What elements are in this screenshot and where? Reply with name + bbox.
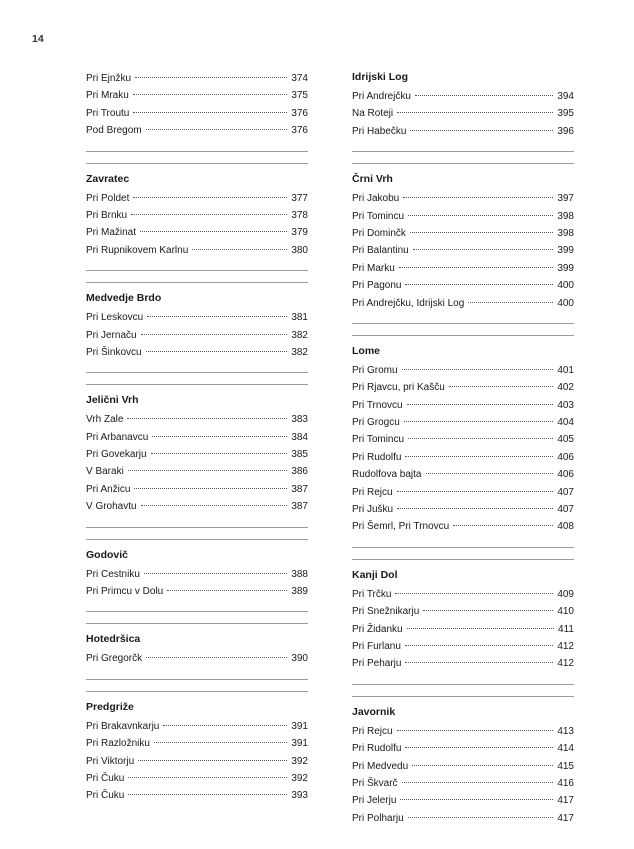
entry-page-number: 417 (557, 812, 574, 824)
toc-entry[interactable] (352, 208, 574, 225)
entry-page-number: 410 (557, 606, 574, 618)
entry-page-number: 387 (291, 501, 308, 513)
toc-entry[interactable] (352, 586, 574, 603)
entry-page-number: 396 (557, 125, 574, 137)
dot-leader (144, 573, 287, 574)
toc-entry[interactable] (86, 481, 308, 498)
entry-page-number: 379 (291, 227, 308, 239)
entry-name: Pri Trčku (352, 588, 392, 600)
toc-entry[interactable] (86, 122, 308, 139)
entry-page-number: 412 (557, 640, 574, 652)
entry-name: Pri Medvedu (352, 760, 409, 772)
entry-name: Pri Gromu (352, 364, 398, 376)
section-heading: Medvedje Brdo (86, 282, 308, 306)
toc-entry[interactable] (86, 498, 308, 515)
dot-leader (408, 817, 554, 818)
dot-leader (415, 95, 553, 96)
toc-section-medvedje-brdo (86, 282, 308, 373)
section-heading: Zavratec (86, 163, 308, 187)
entry-name: Pri Tomincu (352, 210, 405, 222)
entry-name: Na Roteji (352, 108, 394, 120)
toc-entry[interactable] (86, 463, 308, 480)
toc-entry[interactable] (352, 225, 574, 242)
toc-entry[interactable] (352, 484, 574, 501)
section-heading: Črni Vrh (352, 163, 574, 187)
entry-page-number: 411 (558, 623, 574, 635)
entry-name: Pri Škvarč (352, 777, 398, 789)
entry-page-number: 400 (557, 297, 574, 309)
dot-leader (133, 197, 287, 198)
entry-name: Pri Troutu (86, 107, 130, 119)
entry-name: Pri Rejcu (352, 725, 393, 737)
dot-leader (141, 334, 288, 335)
dot-leader (140, 231, 287, 232)
entry-page-number: 386 (291, 466, 308, 478)
entry-page-number: 382 (291, 329, 308, 341)
dot-leader (133, 94, 288, 95)
entry-page-number: 399 (557, 245, 574, 257)
dot-leader (152, 436, 287, 437)
entry-page-number: 375 (291, 90, 308, 102)
entry-name: Pri Jušku (352, 504, 394, 516)
toc-right-column (352, 70, 574, 849)
entry-page-number: 406 (557, 469, 574, 481)
toc-entry[interactable] (86, 344, 308, 361)
entry-page-number: 398 (557, 227, 574, 239)
dot-leader (128, 794, 287, 795)
dot-leader (135, 77, 287, 78)
dot-leader (397, 491, 554, 492)
dot-leader (397, 730, 554, 731)
section-heading: Godovič (86, 539, 308, 563)
entry-name: Pri Andrejčku (352, 91, 411, 102)
toc-entry[interactable] (86, 327, 308, 344)
dot-leader (410, 232, 553, 233)
toc-entry[interactable] (86, 770, 308, 787)
toc-entry[interactable] (352, 260, 574, 277)
entry-name: Pri Šinkovcu (86, 346, 142, 358)
entry-page-number: 408 (557, 521, 574, 533)
entry-name: Pri Viktorju (86, 755, 135, 767)
entry-name: Pri Andrejčku, Idrijski Log (352, 297, 465, 309)
dot-leader (453, 525, 553, 526)
entry-page-number: 389 (291, 586, 308, 598)
toc-entry[interactable] (352, 518, 574, 535)
toc-entry[interactable] (352, 792, 574, 809)
entry-page-number: 403 (557, 399, 574, 411)
entry-page-number: 395 (557, 108, 574, 120)
entry-page-number: 376 (291, 107, 308, 119)
section-heading: Kanji Dol (352, 559, 574, 583)
entry-name: Pri Balantinu (352, 245, 409, 257)
entry-page-number: 391 (291, 738, 308, 750)
toc-entry[interactable] (86, 787, 308, 804)
toc-entry[interactable] (86, 190, 308, 207)
section-heading: Predgriže (86, 691, 308, 715)
toc-entry[interactable] (86, 753, 308, 770)
toc-entry[interactable] (352, 295, 574, 312)
entry-page-number: 376 (291, 125, 308, 137)
dot-leader (405, 747, 553, 748)
entry-name: Pri Brnku (86, 209, 128, 221)
entry-name: Pri Marku (352, 262, 395, 274)
dot-leader (468, 302, 553, 303)
toc-entry[interactable] (352, 603, 574, 620)
dot-leader (146, 657, 287, 658)
entry-name: Pri Dominčk (352, 227, 406, 239)
entry-page-number: 390 (291, 653, 308, 665)
toc-entry[interactable] (352, 758, 574, 775)
entry-page-number: 416 (557, 777, 574, 789)
entry-name: Pri Anžicu (86, 483, 131, 495)
dot-leader (405, 662, 553, 663)
entry-name: Pri Mraku (86, 90, 129, 102)
entry-name: Pri Rejcu (352, 486, 393, 498)
toc-entry[interactable] (352, 414, 574, 431)
entry-name: Pri Jakobu (352, 193, 400, 205)
dot-leader (407, 628, 554, 629)
section-heading: Lome (352, 335, 574, 359)
dot-leader (399, 267, 554, 268)
toc-section (86, 70, 308, 152)
entry-page-number: 387 (291, 483, 308, 495)
toc-entry[interactable] (86, 207, 308, 224)
toc-entry[interactable] (86, 224, 308, 241)
page-number: 14 (32, 33, 44, 45)
entry-name: Pri Rupnikovem Karlnu (86, 244, 189, 256)
dot-leader (146, 129, 288, 130)
entry-name: Pri Peharju (352, 658, 402, 670)
dot-leader (403, 197, 553, 198)
entry-name: Pri Primcu v Dolu (86, 586, 164, 598)
entry-name: Pri Ejnžku (86, 73, 132, 84)
toc-entry[interactable] (86, 70, 308, 87)
entry-page-number: 407 (557, 504, 574, 516)
section-heading: Jelični Vrh (86, 384, 308, 408)
entry-page-number: 397 (557, 193, 574, 205)
entry-page-number: 391 (291, 720, 308, 732)
dot-leader (397, 508, 553, 509)
toc-entry[interactable] (86, 87, 308, 104)
entry-name: Pri Čuku (86, 790, 125, 802)
dot-leader (163, 725, 287, 726)
toc-section-jelicni-vrh (86, 384, 308, 527)
entry-page-number: 384 (291, 431, 308, 443)
entry-page-number: 392 (291, 772, 308, 784)
toc-entry[interactable] (352, 277, 574, 294)
entry-page-number: 383 (291, 414, 308, 426)
dot-leader (151, 453, 288, 454)
entry-page-number: 382 (291, 346, 308, 358)
entry-page-number: 405 (557, 434, 574, 446)
dot-leader (128, 777, 287, 778)
toc-entry[interactable] (86, 583, 308, 600)
entry-name: Pod Bregom (86, 125, 142, 137)
toc-section-predgrize (86, 691, 308, 816)
dot-leader (128, 470, 288, 471)
toc-entry[interactable] (352, 638, 574, 655)
entry-page-number: 398 (557, 210, 574, 222)
entry-name: Pri Pagonu (352, 280, 402, 292)
entry-page-number: 415 (557, 760, 574, 772)
entry-page-number: 401 (557, 364, 574, 376)
entry-page-number: 402 (557, 382, 574, 394)
dot-leader (402, 782, 554, 783)
entry-page-number: 388 (291, 568, 308, 580)
dot-leader (449, 386, 554, 387)
toc-entry[interactable] (352, 501, 574, 518)
toc-entry[interactable] (352, 397, 574, 414)
toc-entry[interactable] (352, 379, 574, 396)
toc-section-godovic (86, 539, 308, 613)
entry-name: Rudolfova bajta (352, 469, 422, 481)
toc-entry[interactable] (86, 411, 308, 428)
entry-name: Pri Jelerju (352, 795, 397, 807)
dot-leader (397, 112, 553, 113)
dot-leader (131, 214, 287, 215)
toc-entry[interactable] (352, 723, 574, 740)
dot-leader (138, 760, 287, 761)
dot-leader (405, 456, 553, 457)
toc-section-hotedrsica (86, 623, 308, 679)
entry-page-number: 392 (291, 755, 308, 767)
entry-page-number: 417 (557, 795, 574, 807)
dot-leader (146, 351, 288, 352)
entry-name: Pri Židanku (352, 623, 403, 635)
toc-entry[interactable] (352, 810, 574, 827)
entry-name: Pri Furlanu (352, 640, 401, 652)
entry-page-number: 406 (557, 451, 574, 463)
entry-name: Pri Grogcu (352, 417, 400, 429)
toc-section-zavratec (86, 163, 308, 272)
entry-page-number: 407 (557, 486, 574, 498)
dot-leader (408, 215, 553, 216)
dot-leader (426, 473, 554, 474)
entry-name: Pri Šemrl, Pri Trnovcu (352, 521, 450, 533)
toc-entry[interactable] (352, 740, 574, 757)
dot-leader (404, 421, 554, 422)
toc-entry[interactable] (352, 242, 574, 259)
toc-entry[interactable] (86, 718, 308, 735)
dot-leader (405, 284, 553, 285)
toc-entry[interactable] (352, 105, 574, 122)
entry-name: Pri Snežnikarju (352, 606, 420, 618)
dot-leader (167, 590, 287, 591)
toc-entry[interactable] (86, 242, 308, 259)
entry-name: V Baraki (86, 466, 124, 478)
toc-entry[interactable] (352, 655, 574, 672)
entry-page-number: 380 (291, 244, 308, 256)
toc-section-lome (352, 335, 574, 548)
dot-leader (154, 742, 287, 743)
toc-entry[interactable] (352, 88, 574, 105)
toc-entry[interactable] (86, 735, 308, 752)
entry-name: Pri Govekarju (86, 449, 147, 461)
dot-leader (141, 505, 288, 506)
entry-page-number: 381 (291, 312, 308, 324)
entry-page-number: 414 (557, 743, 574, 755)
toc-entry[interactable] (352, 190, 574, 207)
toc-entry[interactable] (352, 362, 574, 379)
entry-page-number: 393 (291, 790, 308, 802)
dot-leader (407, 404, 554, 405)
toc-section-crni-vrh (352, 163, 574, 324)
entry-page-number: 404 (557, 417, 574, 429)
entry-page-number: 385 (291, 449, 308, 461)
entry-page-number: 377 (291, 192, 308, 204)
dot-leader (408, 438, 553, 439)
entry-page-number: 409 (557, 588, 574, 600)
dot-leader (410, 130, 553, 131)
entry-name: Pri Cestniku (86, 568, 140, 580)
dot-leader (405, 645, 553, 646)
entry-page-number: 399 (557, 262, 574, 274)
toc-entry[interactable] (86, 446, 308, 463)
toc-entry[interactable] (352, 466, 574, 483)
dot-leader (127, 418, 287, 419)
dot-leader (413, 249, 554, 250)
dot-leader (423, 610, 553, 611)
entry-name: Pri Rudolfu (352, 743, 402, 755)
toc-entry[interactable] (352, 775, 574, 792)
entry-name: Pri Polharju (352, 812, 404, 824)
toc-section-idrijski-log (352, 70, 574, 152)
dot-leader (402, 369, 554, 370)
entry-page-number: 374 (291, 73, 308, 84)
dot-leader (133, 112, 287, 113)
dot-leader (134, 488, 287, 489)
toc-entry[interactable] (352, 449, 574, 466)
dot-leader (192, 249, 287, 250)
entry-page-number: 394 (557, 91, 574, 102)
section-heading: Idrijski Log (352, 71, 409, 83)
entry-name: Pri Leskovcu (86, 312, 144, 324)
entry-page-number: 413 (557, 725, 574, 737)
section-heading: Hotedršica (86, 623, 308, 647)
entry-page-number: 400 (557, 280, 574, 292)
dot-leader (147, 316, 287, 317)
entry-page-number: 412 (557, 658, 574, 670)
entry-name: Pri Rjavcu, pri Kašču (352, 382, 445, 394)
entry-name: Vrh Zale (86, 414, 124, 426)
entry-name: Pri Arbanavcu (86, 431, 149, 443)
toc-entry[interactable] (86, 429, 308, 446)
entry-name: V Grohavtu (86, 501, 137, 513)
dot-leader (395, 593, 553, 594)
toc-entry[interactable] (352, 621, 574, 638)
toc-section-javornik (352, 696, 574, 838)
entry-name: Pri Rudolfu (352, 451, 402, 463)
dot-leader (412, 765, 553, 766)
toc-section-kanji-dol (352, 559, 574, 685)
toc-entry[interactable] (86, 566, 308, 583)
entry-name: Pri Brakavnkarju (86, 720, 160, 732)
entry-name: Pri Poldet (86, 192, 130, 204)
entry-page-number: 378 (291, 209, 308, 221)
entry-name: Pri Tomincu (352, 434, 405, 446)
toc-entry[interactable] (86, 105, 308, 122)
entry-name: Pri Habečku (352, 125, 407, 137)
toc-left-column (86, 70, 308, 827)
toc-entry[interactable] (352, 431, 574, 448)
toc-entry[interactable] (86, 650, 308, 667)
entry-name: Pri Gregorčk (86, 653, 143, 665)
entry-name: Pri Čuku (86, 772, 125, 784)
section-heading: Javornik (352, 696, 574, 720)
toc-entry[interactable] (86, 309, 308, 326)
entry-name: Pri Trnovcu (352, 399, 403, 411)
entry-name: Pri Razložniku (86, 738, 150, 750)
toc-entry[interactable] (352, 123, 574, 140)
entry-name: Pri Mažinat (86, 227, 137, 239)
entry-name: Pri Jernaču (86, 329, 137, 341)
